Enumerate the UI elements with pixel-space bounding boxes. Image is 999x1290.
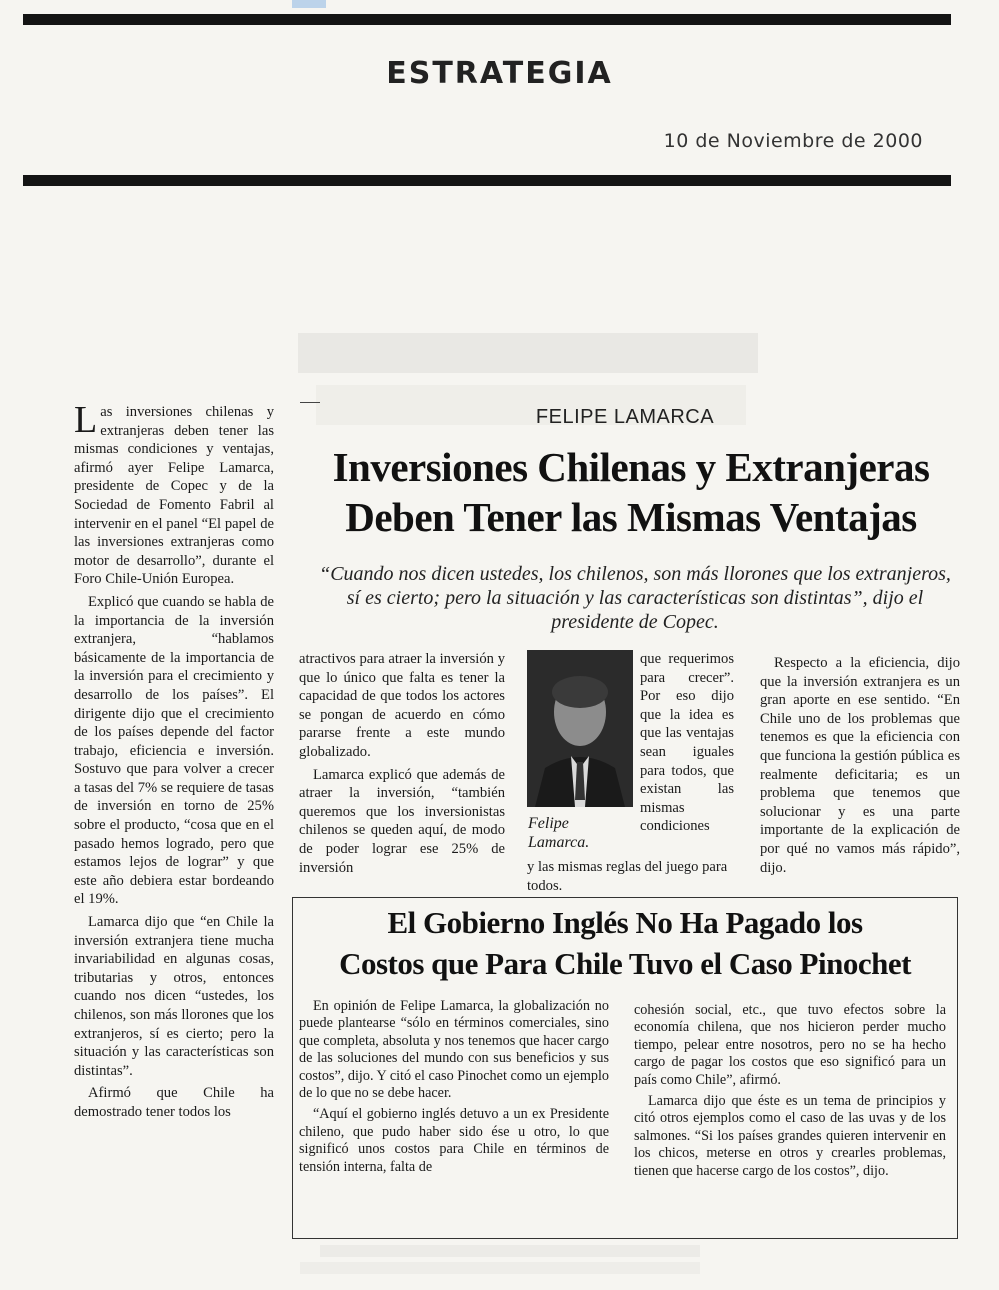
bleed-through-bottom-1	[320, 1245, 700, 1257]
article-deck: “Cuando nos dicen ustedes, los chilenos, son más llorones que los extranjeros, sí es cierto; pero la situación y las características son distintas”, dijo el presidente de Copec.	[319, 563, 951, 633]
masthead-bottom-rule	[23, 175, 951, 186]
article2-column-b	[634, 1002, 946, 1184]
headline-line-2: Deben Tener las Mismas Ventajas	[345, 494, 917, 540]
drop-cap: L	[74, 399, 98, 441]
article1-column-4	[760, 654, 960, 881]
headline-line-1: Inversiones Chilenas y Extranjeras	[332, 444, 930, 490]
article1-column-3-tail: y las mismas reglas del juego para todos.	[527, 859, 728, 894]
article2-colA-paragraph-2: “Aquí el gobierno inglés detuvo a un ex Presidente chileno, que pudo haber sido ése u otro, lo que significó unos costos para Chile en términos de tensión interna, falta de	[299, 1106, 609, 1175]
bleed-through-bottom-2	[300, 1262, 700, 1274]
col1-paragraph-3: Lamarca dijo que “en Chile la inversión extranjera tiene mucha invariabilidad en algunas cosas, tributarias y otros, entonces cuando nos dicen “ustedes, los chilenos, son más llorones que los extranjeros, sí es cierto; pero la situación y las características son distintas”.	[74, 914, 274, 1079]
article2-headline-line-2: Costos que Para Chile Tuvo el Caso Pinochet	[339, 946, 911, 981]
article2-colA-paragraph-1: En opinión de Felipe Lamarca, la globalización no puede plantearse “sólo en términos comerciales, sino que completa, absoluta y nos tenemos que hacer cargo de las soluciones del mundo con sus beneficios y sus costos”, dijo. Y citó el caso Pinochet como un ejemplo de lo que no se debe hacer.	[299, 998, 609, 1102]
col1-paragraph-1: Las inversiones chilenas y extranjeras deben tener las mismas condiciones y ventajas, afirmó ayer Felipe Lamarca, presidente de Copec y de la Sociedad de Fomento Fabril al intervenir en el panel “El papel de las inversiones extranjeras como motor de desarrollo”, durante el Foro Chile-Unión Europea.	[74, 399, 274, 588]
article1-column-3	[640, 650, 734, 840]
col1-paragraph-4: Afirmó que Chile ha demostrado tener todos los	[74, 1085, 274, 1120]
article2-column-a	[299, 998, 609, 1180]
article1-column-2	[299, 650, 505, 881]
top-blue-tab	[292, 0, 326, 8]
article-kicker: FELIPE LAMARCA	[535, 406, 715, 428]
col4-paragraph-1: Respecto a la eficiencia, dijo que la inversión extranjera es un gran aporte en ese sentido. “En Chile uno de los problemas que tenemos es que la eficiencia con que funciona la gestión pública es realmente deficitaria; es un problema que tenemos que solucionar y es una parte importante de la explicación de por qué no vamos más rápido”, dijo.	[760, 655, 960, 876]
article2-colB-paragraph-2: Lamarca dijo que éste es un tema de principios y citó otros ejemplos como el caso de las uvas y de los salmones. “Si los países grandes quieren intervenir en los chicos, meterse en otros y crearles problemas, tienen que hacerse cargo de los costos”, dijo.	[634, 1093, 946, 1179]
article2-headline-line-1: El Gobierno Inglés No Ha Pagado los	[387, 905, 863, 940]
article1-column-1	[74, 399, 274, 1126]
photo-caption-line-2: Lamarca.	[528, 834, 590, 851]
col2-paragraph-2: Lamarca explicó que además de atraer la inversión, “también queremos que los inversionistas chilenos se queden aquí, de modo de poder lograr ese 25% de inversión	[299, 766, 505, 876]
issue-date: 10 de Noviembre de 2000	[663, 130, 923, 152]
top-rule	[23, 14, 951, 25]
col3-paragraph-1: que requerimos para crecer”. Por eso dijo que la idea es que las ventajas sean iguales para todos, que existan las mismas condiciones	[640, 651, 734, 835]
photo-caption-line-1: Felipe	[528, 815, 569, 832]
col2-paragraph-1: atractivos para atraer la inversión y que lo único que falta es tener la capacidad de que todos los actores se pongan de acuerdo en cómo pararse frente a este mundo globalizado.	[299, 651, 505, 760]
section-title: ESTRATEGIA	[386, 56, 613, 91]
article2-colB-paragraph-1: cohesión social, etc., que tuvo efectos sobre la economía chilena, que nos hicieron perder mucho tiempo, pelear entre nosotros, pero no se ha hecho cargo de pagar los costos que eso significó para un país como Chile”, afirmó.	[634, 1002, 946, 1088]
portrait-photo	[527, 650, 633, 807]
col1-paragraph-2: Explicó que cuando se habla de la importancia de la inversión extranjera, “hablamos básicamente de la importancia de la inversión para el crecimiento y desarrollo de los países”. El dirigente dijo que el crecimiento de los países depende del factor trabajo, eficiencia e inversión. Sostuvo que para volver a crecer a tasas del 7% se requiere de tasas de inversión en torno de 25% sobre el producto, “cosa que en el pasado hemos logrado, pero que estamos lejos de lograr” y que este año debiera estar bordeando el 19%.	[74, 593, 274, 908]
kicker-dash-left	[300, 402, 320, 403]
bleed-through-band	[298, 333, 758, 373]
portrait-silhouette-icon	[527, 650, 633, 807]
